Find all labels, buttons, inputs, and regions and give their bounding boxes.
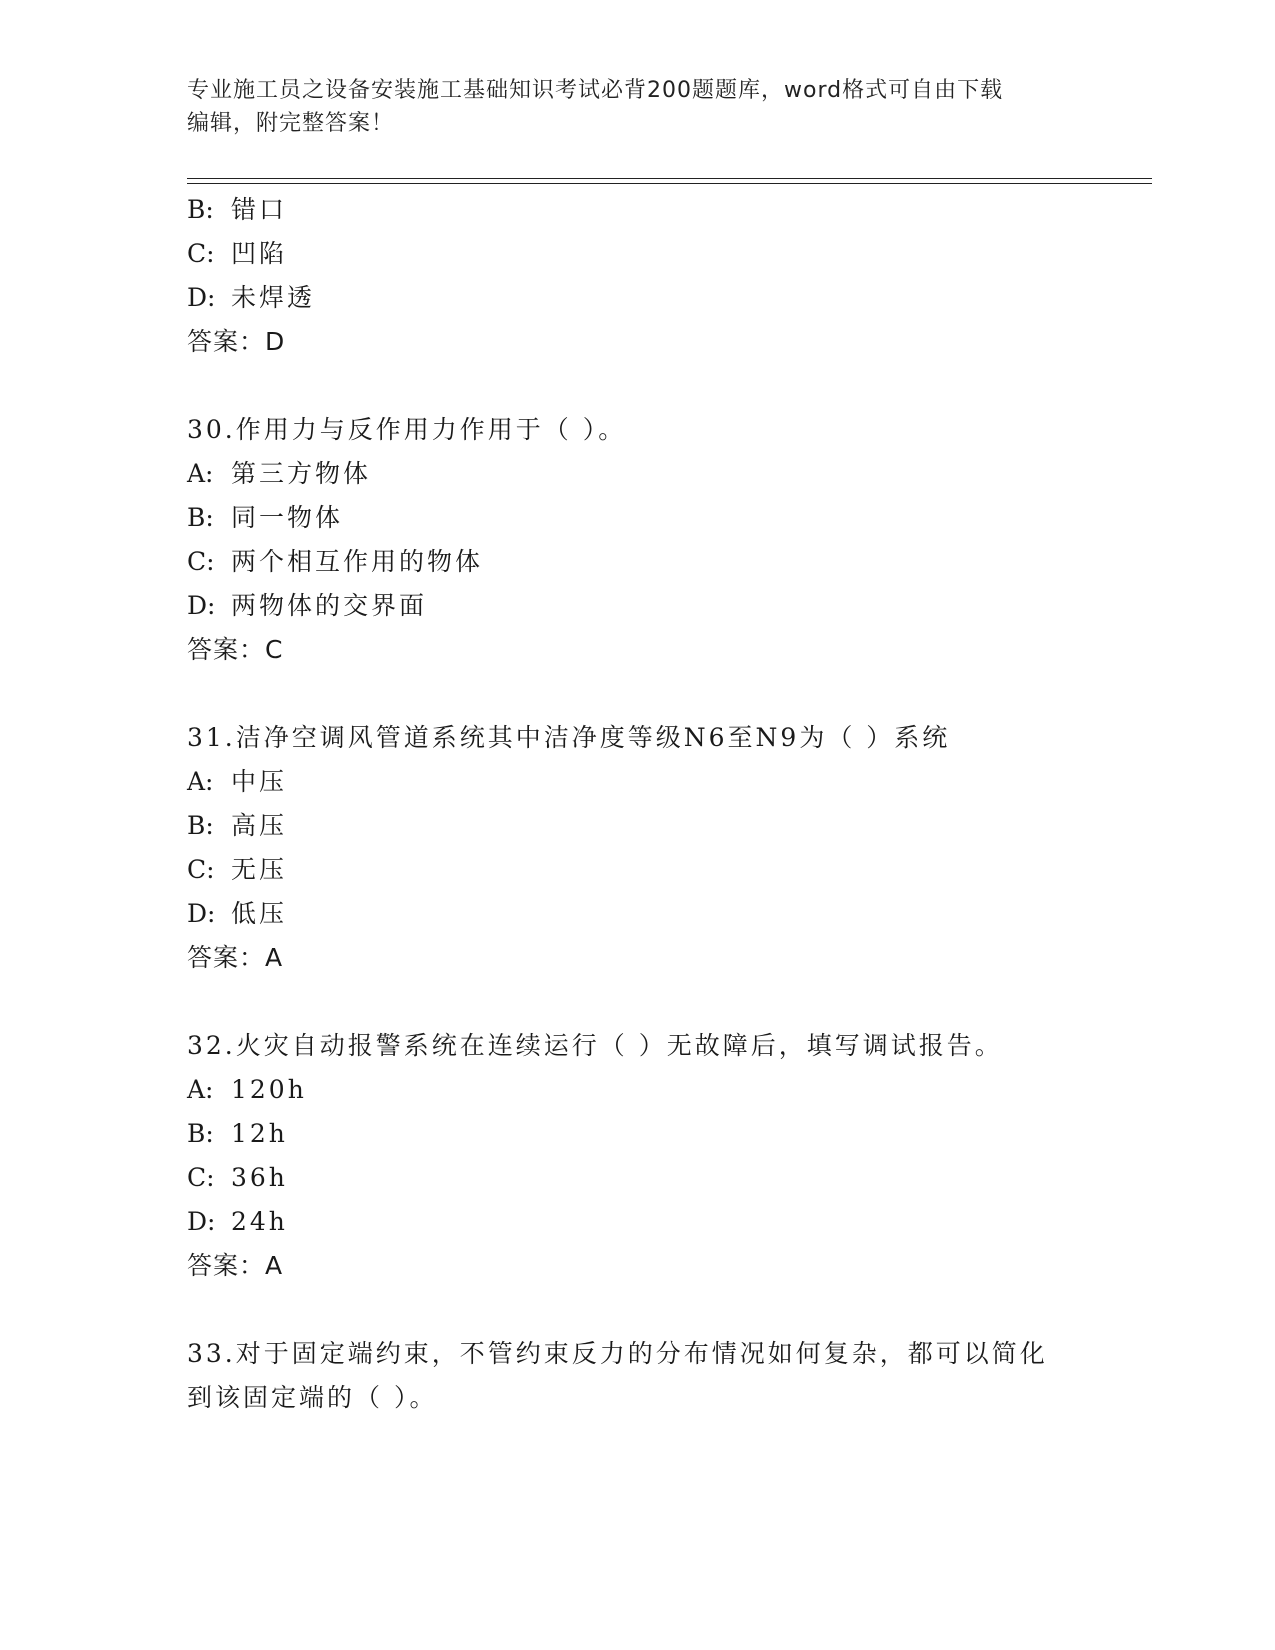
option-key: B: (187, 195, 214, 224)
option-text: 36h (231, 1163, 288, 1192)
option-text: 高压 (231, 811, 288, 840)
option-a (187, 1070, 307, 1110)
answer-line: 答案：A (187, 1251, 284, 1280)
option-key: C: (187, 239, 215, 268)
answer-line: 答案：A (187, 943, 284, 972)
option-key: C: (187, 855, 215, 884)
answer-line: 答案：C (187, 635, 284, 664)
option-text: 低压 (231, 899, 288, 928)
option-key: B: (187, 503, 214, 532)
option-key: D: (187, 591, 216, 620)
option-c (187, 850, 287, 890)
option-d (187, 586, 427, 626)
option-d (187, 1202, 288, 1242)
option-key: D: (187, 1207, 216, 1236)
option-text: 第三方物体 (231, 459, 372, 488)
option-c (187, 1158, 288, 1198)
option-d (187, 894, 287, 934)
option-b (187, 498, 343, 538)
option-key: A: (187, 459, 214, 488)
option-c (187, 542, 483, 582)
option-b (187, 806, 287, 846)
option-text: 120h (231, 1075, 307, 1104)
question-title-line-1: 33.对于固定端约束，不管约束反力的分布情况如何复杂，都可以简化 (187, 1339, 1048, 1368)
option-a (187, 762, 287, 802)
option-text: 中压 (231, 767, 288, 796)
option-text: 无压 (231, 855, 288, 884)
header-divider-bottom (187, 183, 1152, 184)
question-title: 32.火灾自动报警系统在连续运行（ ）无故障后，填写调试报告。 (187, 1031, 1003, 1060)
option-d (187, 278, 315, 318)
option-key: D: (187, 283, 216, 312)
option-c (187, 234, 287, 274)
header-divider-top (187, 178, 1152, 179)
option-b (187, 1114, 288, 1154)
question-title: 31.洁净空调风管道系统其中洁净度等级N6至N9为（ ）系统 (187, 723, 951, 752)
option-text: 未焊透 (231, 283, 316, 312)
header-line-2: 编辑，附完整答案！ (187, 111, 395, 136)
option-b (187, 190, 287, 230)
document-header (187, 74, 1087, 140)
option-key: D: (187, 899, 216, 928)
option-key: C: (187, 547, 215, 576)
option-text: 两物体的交界面 (231, 591, 428, 620)
question-title-line-2: 到该固定端的（ ）。 (187, 1383, 438, 1412)
option-text: 12h (231, 1119, 288, 1148)
option-key: B: (187, 1119, 214, 1148)
option-key: A: (187, 1075, 214, 1104)
header-line-1: 专业施工员之设备安装施工基础知识考试必背200题题库，word格式可自由下载 (187, 78, 1004, 103)
option-text: 24h (231, 1207, 288, 1236)
option-text: 错口 (231, 195, 288, 224)
option-text: 凹陷 (231, 239, 288, 268)
option-text: 两个相互作用的物体 (231, 547, 484, 576)
option-text: 同一物体 (231, 503, 344, 532)
option-key: C: (187, 1163, 215, 1192)
question-title: 30.作用力与反作用力作用于（ ）。 (187, 415, 627, 444)
option-key: A: (187, 767, 214, 796)
answer-line: 答案：D (187, 327, 286, 356)
option-key: B: (187, 811, 214, 840)
option-a (187, 454, 371, 494)
